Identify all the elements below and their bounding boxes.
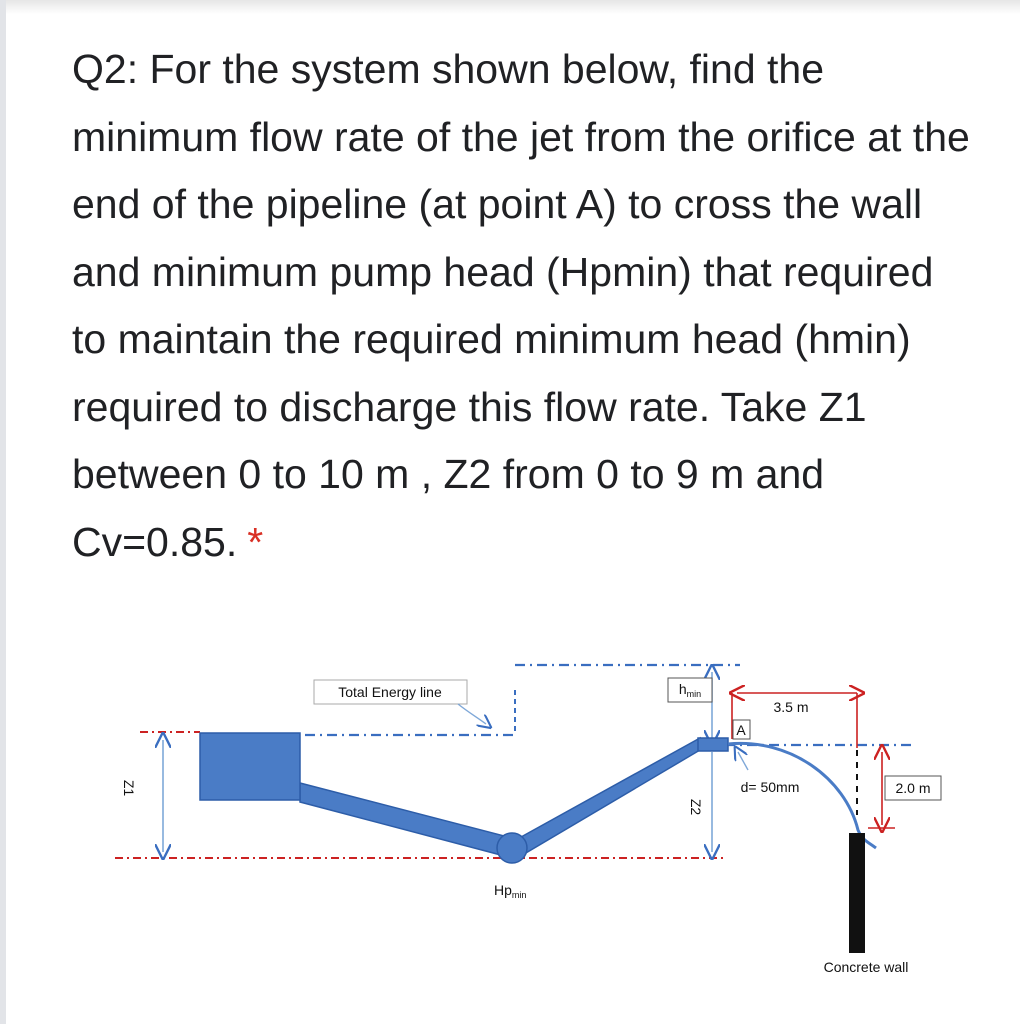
- concrete-wall: [849, 833, 865, 953]
- reservoir-tank: [200, 733, 300, 800]
- total-energy-line-label: Total Energy line: [338, 684, 442, 700]
- z1-label: Z1: [121, 779, 137, 797]
- point-a-label: A: [736, 722, 746, 738]
- hmin-label: $h_{min}$: [678, 681, 702, 699]
- question-text: Q2: For the system shown below, find the minimum flow rate of the jet from the orifice at the end of the pipeline (at point A) to cross the wall and minimum pump head (Hpmin) that required to maintain the required minimum head (hmin) required to discharge this flow rate. Take Z1 between 0 to 10 m , Z2 from 0 to 9 m and Cv=0.85.: [72, 46, 970, 565]
- diameter-leader: [738, 752, 748, 770]
- concrete-wall-label: Concrete wall: [823, 959, 909, 975]
- distance-label: 3.5 m: [773, 699, 809, 715]
- required-asterisk: *: [247, 518, 264, 565]
- pump: [497, 833, 527, 863]
- water-jet: [728, 743, 876, 848]
- diameter-label: d= 50mm: [740, 779, 800, 795]
- pump-head-label: $Hp_{min}$: [494, 882, 527, 900]
- z2-label: Z2: [688, 798, 704, 816]
- suction-pipe: [300, 783, 512, 858]
- delivery-pipe: [512, 738, 700, 860]
- energy-label-leader: [458, 704, 486, 724]
- orifice-pipe-end: [698, 738, 728, 751]
- height-label: 2.0 m: [895, 780, 931, 796]
